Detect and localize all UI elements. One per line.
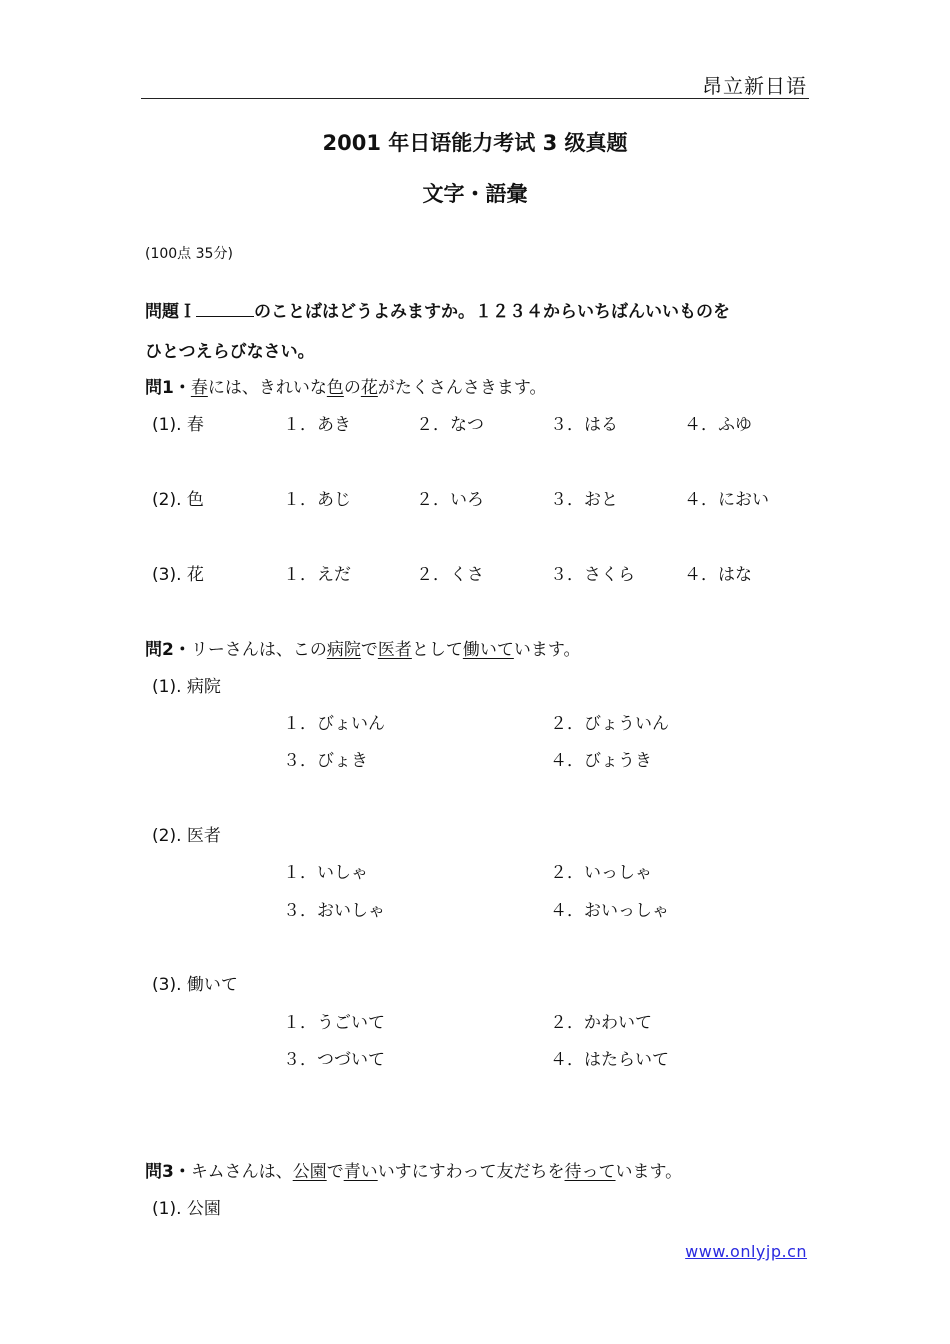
instruction-line-2: ひとつえらびなさい。 [145, 342, 315, 362]
q2-word-2: 医者 [377, 640, 412, 660]
q1-item-2-option-1[interactable]: １．あじ [283, 490, 351, 510]
q1-item-1-option-3[interactable]: ３．はる [550, 415, 618, 435]
q1-word-2: 色 [326, 378, 344, 398]
instruction-text-1: のことばはどうよみますか。１２３４からいちばんいいものを [254, 302, 730, 322]
footer-website-link[interactable]: www.onlyjp.cn [685, 1242, 807, 1261]
q1-item-2-option-4[interactable]: ４．におい [684, 490, 769, 510]
q2-item-2-option-2[interactable]: ２．いっしゃ [550, 863, 652, 883]
q2-item-3-option-3[interactable]: ３．つづいて [283, 1050, 385, 1070]
q1-item-1-option-1[interactable]: １．あき [283, 415, 351, 435]
q1-word-3: 花 [360, 378, 378, 398]
q1-seg-2: の [343, 378, 361, 398]
q2-item-2-option-1[interactable]: １．いしゃ [283, 863, 368, 883]
question-3-label: 問3・ [145, 1162, 191, 1182]
question-1-sentence [145, 373, 546, 398]
q3-word-2: 青い [343, 1162, 378, 1182]
question-2-label: 問2・ [145, 640, 191, 660]
q3-word-1: 公園 [292, 1162, 327, 1182]
question-3-sentence [145, 1157, 682, 1182]
q2-item-3-option-4[interactable]: ４．はたらいて [550, 1050, 669, 1070]
instruction-blank [196, 300, 254, 317]
q2-item-3-number: (3). 働いて [152, 975, 238, 995]
q3-item-1-number: (1). 公園 [152, 1199, 221, 1219]
q2-item-3-option-2[interactable]: ２．かわいて [550, 1013, 652, 1033]
q1-item-3-option-2[interactable]: ２．くさ [416, 565, 484, 585]
q1-item-1-number: (1). 春 [152, 415, 204, 435]
q1-item-2-number: (2). 色 [152, 490, 204, 510]
q2-word-3: 働いて [462, 640, 514, 660]
q3-word-3: 待って [564, 1162, 616, 1182]
instruction-prefix: 問題Ｉ [145, 302, 196, 322]
q2-seg-3: います。 [513, 640, 581, 660]
q1-item-1-option-4[interactable]: ４．ふゆ [684, 415, 752, 435]
q1-item-1-option-2[interactable]: ２．なつ [416, 415, 484, 435]
q2-seg-1: で [360, 640, 378, 660]
q2-item-1-number: (1). 病院 [152, 677, 221, 697]
q3-seg-1: で [326, 1162, 344, 1182]
page-subtitle: 文字・語彙 [422, 182, 528, 206]
q1-seg-1: には、きれいな [207, 378, 327, 398]
q3-seg-2: いすにすわって友だちを [377, 1162, 565, 1182]
q2-item-1-option-2[interactable]: ２．びょういん [550, 714, 669, 734]
q2-item-1-option-1[interactable]: １．びょいん [283, 714, 385, 734]
q2-word-1: 病院 [326, 640, 361, 660]
q3-seg-0: キムさんは、 [190, 1162, 293, 1182]
q2-item-1-option-3[interactable]: ３．びょき [283, 751, 368, 771]
q1-item-3-option-1[interactable]: １．えだ [283, 565, 351, 585]
header-brand: 昂立新日语 [702, 74, 807, 98]
q1-item-3-number: (3). 花 [152, 565, 204, 585]
q1-item-3-option-3[interactable]: ３．さくら [550, 565, 635, 585]
q2-seg-0: リーさんは、この [190, 640, 327, 660]
header-divider [141, 98, 809, 99]
instruction-line-1 [145, 297, 730, 322]
q2-item-2-number: (2). 医者 [152, 826, 221, 846]
question-1-label: 問1・ [145, 378, 191, 398]
q1-word-1: 春 [190, 378, 208, 398]
q3-seg-3: います。 [615, 1162, 683, 1182]
q2-item-2-option-3[interactable]: ３．おいしゃ [283, 901, 385, 921]
question-2-sentence [145, 635, 580, 660]
page-title: 2001 年日语能力考试 3 级真题 [322, 131, 628, 155]
q1-seg-3: がたくさんさきます。 [377, 378, 547, 398]
q1-item-2-option-3[interactable]: ３．おと [550, 490, 618, 510]
q2-seg-2: として [411, 640, 463, 660]
q1-item-2-option-2[interactable]: ２．いろ [416, 490, 484, 510]
q2-item-3-option-1[interactable]: １．うごいて [283, 1013, 385, 1033]
q2-item-1-option-4[interactable]: ４．びょうき [550, 751, 652, 771]
score-note: (100点 35分) [145, 246, 233, 262]
q1-item-3-option-4[interactable]: ４．はな [684, 565, 752, 585]
q2-item-2-option-4[interactable]: ４．おいっしゃ [550, 901, 669, 921]
